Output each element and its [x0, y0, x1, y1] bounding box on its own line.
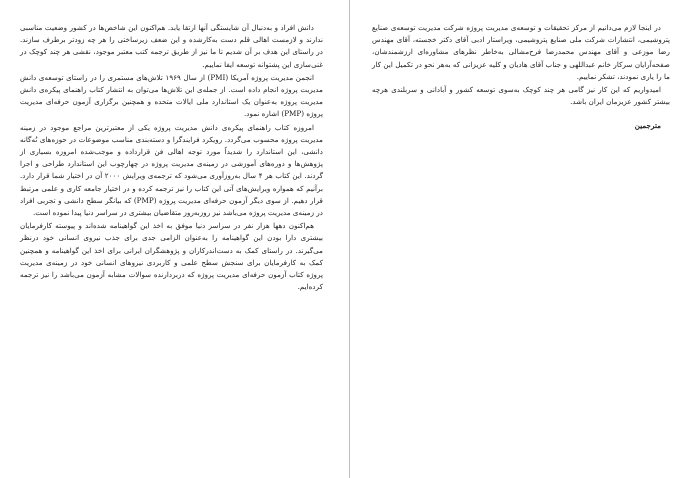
right-page: [372, 22, 670, 140]
left-paragraph-3: امروزه کتاب راهنمای پیکره‌ی دانش مدیریت پروژه یکی از معتبرترین مراجع موجود در زمینه مدیریت پروژه محسوب می‌گردد. رویکرد فرایندگرا و دسته‌بندی مناسب موضوعات در حوزه‌های نُه‌گانه دانشی، این استاندارد را شدیداً مورد توجه اهالی فن قرارداده و موجب‌شده امروزه بسیاری از پژوهش‌ها و دوره‌های آموزشی در زمینه‌ی مدیریت پروژه در چهارچوب این استاندارد طراحی و اجرا گردند. این کتاب هر ۴ سال به‌روزآوری می‌شود که ترجمه‌ی ویرایش ۲۰۰۰ آن در اختیار شما قرار دارد. برآنیم که همواره ویرایش‌های آتی این کتاب را نیز ترجمه کرده و در اختیار جامعه کاری و علمی مرتبط قرار دهیم. از سوی دیگر آزمون حرفه‌ای مدیریت پروژه (PMP) که بیانگر سطح دانشی و تجربی افراد در زمینه‌ی مدیریت پروژه می‌باشد نیز روزبه‌روز متقاضیان بیشتری در سراسر دنیا پیدا نموده است.: [20, 122, 323, 218]
left-page: [20, 22, 323, 293]
page-gutter-divider: [349, 0, 350, 478]
right-paragraph-1: در اینجا لازم می‌دانیم از مرکز تحقیقات و توسعه‌ی مدیریت پروژه شرکت مدیریت توسعه‌ی صنایع پتروشیمی، انتشارات شرکت ملی صنایع پتروشیمی، ویراستار ادبی آقای دکتر خجسته، آقای مهندس رضا موزعی و آقای مهندس محمدرضا فرح‌مشالی به‌خاطر نظرهای مشاوره‌ای ارزشمندشان، صفحه‌آرایان سرکار خانم عبداللهی و جناب آقای هادیان و کلیه عزیزانی که به‌هر نحو در تکمیل این کار ما را یاری نمودند، تشکر نماییم.: [372, 23, 670, 81]
left-paragraph-4: هم‌اکنون دهها هزار نفر در سراسر دنیا موفق به اخذ این گواهینامه شده‌اند و پیوسته کارفرمایان بیشتری دارا بودن این گواهینامه را به‌عنوان الزامی جدی برای جذب نیروی انسانی خود درنظر می‌گیرند. در راستای کمک به دست‌اندرکاران و پژوهشگران ایرانی برای اخذ این گواهینامه و همچنین کمک به کارفرمایان برای سنجش سطح علمی و کاربردی نیروهای انسانی خود در زمینه‌ی مدیریت پروژه کتاب آزمون حرفه‌ای مدیریت پروژه که دربردارنده سوالات مشابه آزمون می‌باشد را نیز ترجمه کرده‌ایم.: [20, 221, 323, 292]
right-paragraph-2: امیدواریم که این کار نیز گامی هر چند کوچک به‌سوی توسعه کشور و آبادانی و سربلندی هرچه بیشتر کشور عزیزمان ایران باشد.: [372, 85, 670, 107]
left-paragraph-1: دانش افراد و به‌دنبال آن شایستگی آنها ارتقا یابد. هم‌اکنون این شاخص‌ها در کشور وضعیت مناسبی ندارند و لازمست اهالی قلم دست به‌کارشده و این ضعف زیرساختی را هر چه زودتر برطرف سازند. در راستای این هدف بر آن شدیم تا ما نیز از طریق ترجمه کتب معتبر موجود، نقشی هر چند کوچک در غنی‌سازی این پشتوانه توسعه ایفا نماییم.: [20, 23, 323, 69]
left-paragraph-2: انجمن مدیریت پروژه آمریکا (PMI) از سال ۱۹۶۹ تلاش‌های مستمری را در راستای توسعه‌ی دانش مدیریت پروژه انجام داده است. از جمله‌ی این تلاش‌ها می‌توان به انتشار کتاب راهنمای پیکره‌ی دانش مدیریت پروژه به‌عنوان یک استاندارد ملی ایالات متحده و همچنین برگزاری آزمون حرفه‌ای مدیریت پروژه (PMP) اشاره نمود.: [20, 72, 323, 119]
translators-signature: مترجمین: [634, 121, 661, 131]
